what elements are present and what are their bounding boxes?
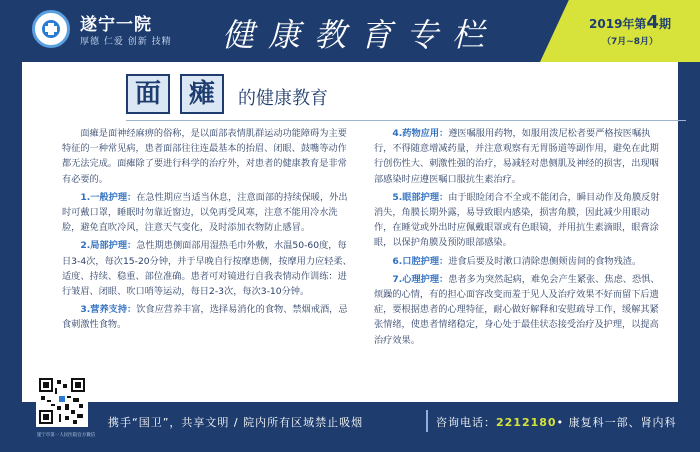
issue-suffix: 期 [658,17,671,31]
consult-phone[interactable]: 2212180 [496,416,557,429]
issue-months: （7月~8月） [601,37,659,47]
footer [100,402,700,452]
consult-label: 咨询电话： [436,416,496,429]
label-general-care: 1.一般护理： [80,191,137,203]
wechat-qr-code-icon[interactable] [36,375,88,427]
issue-prefix: 2019年第 [589,17,647,31]
title-divider [126,120,686,121]
content-panel [22,62,678,402]
right-column [374,126,664,351]
label-local-care: 2.局部护理： [80,240,137,252]
paragraph-general-care [62,190,352,236]
header-band [0,0,700,62]
footer-contact [436,414,677,430]
paragraph-medication [374,126,664,187]
text-nutrition: 饮食应营养丰富，选择易消化的食物、禁烟戒酒，忌食刺激性食物。 [62,304,348,331]
label-eye-care: 5.眼部护理： [392,191,449,203]
paragraph-oral-care [374,254,664,269]
text-eye-care: 由于眼睑闭合不全或不能闭合，瞬目动作及角膜反射消失，角膜长期外露，易导致眼内感染，损害角膜，因此减少用眼动作，在睡觉或外出时应佩戴眼罩或有色眼镜，并用抗生素滴眼，眼膏涂眼，以保护角膜及预防眼部感染。 [374,191,660,249]
paragraph-eye-care [374,190,664,251]
hospital-logo-icon [32,10,70,48]
paragraph-psych-care [374,272,664,348]
issue-label [570,12,690,33]
title-rest: 的健康教育 [238,88,328,109]
text-oral-care: 进食后要及时漱口清除患侧颊齿间的食物残渣。 [448,255,642,267]
left-column [62,126,352,336]
departments: • 康复科一部、肾内科 [556,416,677,429]
label-psych-care: 7.心理护理： [392,273,449,285]
title-char-1: 面 [126,74,170,114]
footer-slogan: 携手“国卫”，共享文明 / 院内所有区域禁止吸烟 [108,416,364,429]
paragraph-nutrition [62,302,352,332]
banner-title: 健康教育专栏 [221,16,498,54]
text-local-care: 急性期患侧面部用湿热毛巾外敷，水温50-60度，每日3-4次，每次15-20分钟，并于早晚自行按摩患侧，按摩用力应轻柔、适度、持续、稳重、部位准确。患者可对镜进行自我表情动作训练：进行皱眉、闭眼、吹口哨等运动，每日2-3次，每次3-10分钟。 [62,240,352,298]
label-nutrition: 3.营养支持： [80,304,137,316]
text-medication: 遵医嘱服用药物，如服用泼尼松者要严格按医嘱执行，不得随意增减药量，并注意观察有无胃肠道等副作用，避免在此期行创伤性大、刺激性强的治疗，易减轻对患侧肌及神经的损害，出现咽部感染时应遵医嘱口服抗生素治疗。 [374,128,659,185]
text-psych-care: 患者多为突然起病，难免会产生紧张、焦虑、恐惧、烦躁的心情，有的担心面容改变而羞于见人及治疗效果不好而留下后遗症，要根据患者的心理特征，耐心做好解释和安慰疏导工作，缓解其紧张情绪，使患者情绪稳定，身心处于最佳状态接受治疗及护理，以提高治疗效果。 [374,273,660,346]
hospital-name: 遂宁一院 [80,15,152,35]
issue-number: 4 [646,12,659,33]
intro-paragraph: 面瘫是面神经麻痹的俗称，是以面部表情肌群运动功能障碍为主要特征的一种常见病，患者面部往往连最基本的抬眉、闭眼、鼓嘴等动作都无法完成。面瘫除了要进行科学的治疗外，对患者的健康教育是非常有必要的。 [62,128,347,185]
label-medication: 4.药物应用： [392,128,449,139]
qr-caption: 遂宁市第一人民医院官方微信 [36,433,96,438]
label-oral-care: 6.口腔护理： [392,255,449,267]
text-general-care: 在急性期应当适当休息，注意面部的持续保暖，外出时可戴口罩，睡眠时勿靠近窗边，以免再受风寒，注意不能用冷水洗脸，避免直吹冷风，注意天气变化，及时添加衣物防止感冒。 [62,191,348,234]
footer-divider [426,410,428,432]
title-char-2: 瘫 [180,74,224,114]
hospital-motto: 厚德 仁爱 创新 技精 [80,37,172,47]
paragraph-local-care [62,238,352,299]
